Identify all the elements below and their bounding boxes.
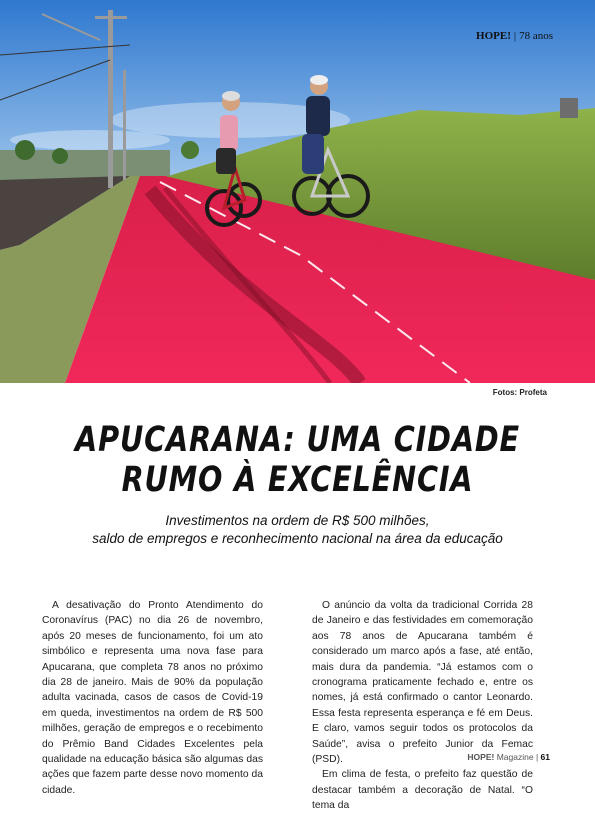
cover-photo-bike-lane xyxy=(0,0,595,383)
masthead-edition: 78 anos xyxy=(519,30,553,42)
body-column-left xyxy=(42,598,263,798)
masthead-brand: HOPE! xyxy=(476,30,511,42)
page-footer xyxy=(467,752,550,762)
photo-credit: Fotos: Profeta xyxy=(492,388,547,397)
masthead-separator: | xyxy=(513,30,517,42)
article-headline xyxy=(54,420,542,500)
body-column-right xyxy=(312,598,533,814)
body-paragraph: Em clima de festa, o prefeito faz questão de destacar também a decoração de Natal. “O tema da xyxy=(312,769,533,812)
body-paragraph: O anúncio da volta da tradicional Corrida 28 de Janeiro e das festividades em comemoração aos 78 anos de Apucarana também é considerado um marco após a fase, até então, mais dura da pandemia. “Já estamos com o cronograma praticamente fechado e, entre os nomes, já está confirmado o cantor Leonardo. Essa festa representa esperança e fé em Deus. E claro, vamos seguir todos os protocolos da Saúde”, avisa o prefeito Junior da Femac (PSD). xyxy=(312,600,533,766)
page-number: 61 xyxy=(540,752,550,762)
subhead-line-2: saldo de empregos e reconhecimento nacional na área da educação xyxy=(92,531,503,546)
headline-line-1: APUCARANA: UMA CIDADE xyxy=(75,420,520,460)
footer-label: Magazine xyxy=(496,752,534,762)
headline-line-2: RUMO À EXCELÊNCIA xyxy=(121,460,474,500)
article-subheadline xyxy=(0,512,595,548)
body-paragraph: A desativação do Pronto Atendimento do Coronavírus (PAC) no dia 26 de novembro, após 20 meses de funcionamento, foi um ato simbólico e representa uma nova fase para Apucarana, que completa 78 anos no próximo dia 28 de janeiro. Mais de 90% da população adulta vacinada, casos de casos de Covid-19 em queda, investimentos na ordem de R$ 500 milhões, geração de empregos e o recebimento do Prêmio Band Cidades Excelentes pela qualidade na educação básica são algumas das ações que fazem parte desse novo momento da cidade. xyxy=(42,600,263,796)
subhead-line-1: Investimentos na ordem de R$ 500 milhões, xyxy=(165,513,430,528)
footer-separator: | xyxy=(535,752,539,762)
footer-brand: HOPE! xyxy=(467,752,495,762)
magazine-masthead xyxy=(476,30,553,42)
